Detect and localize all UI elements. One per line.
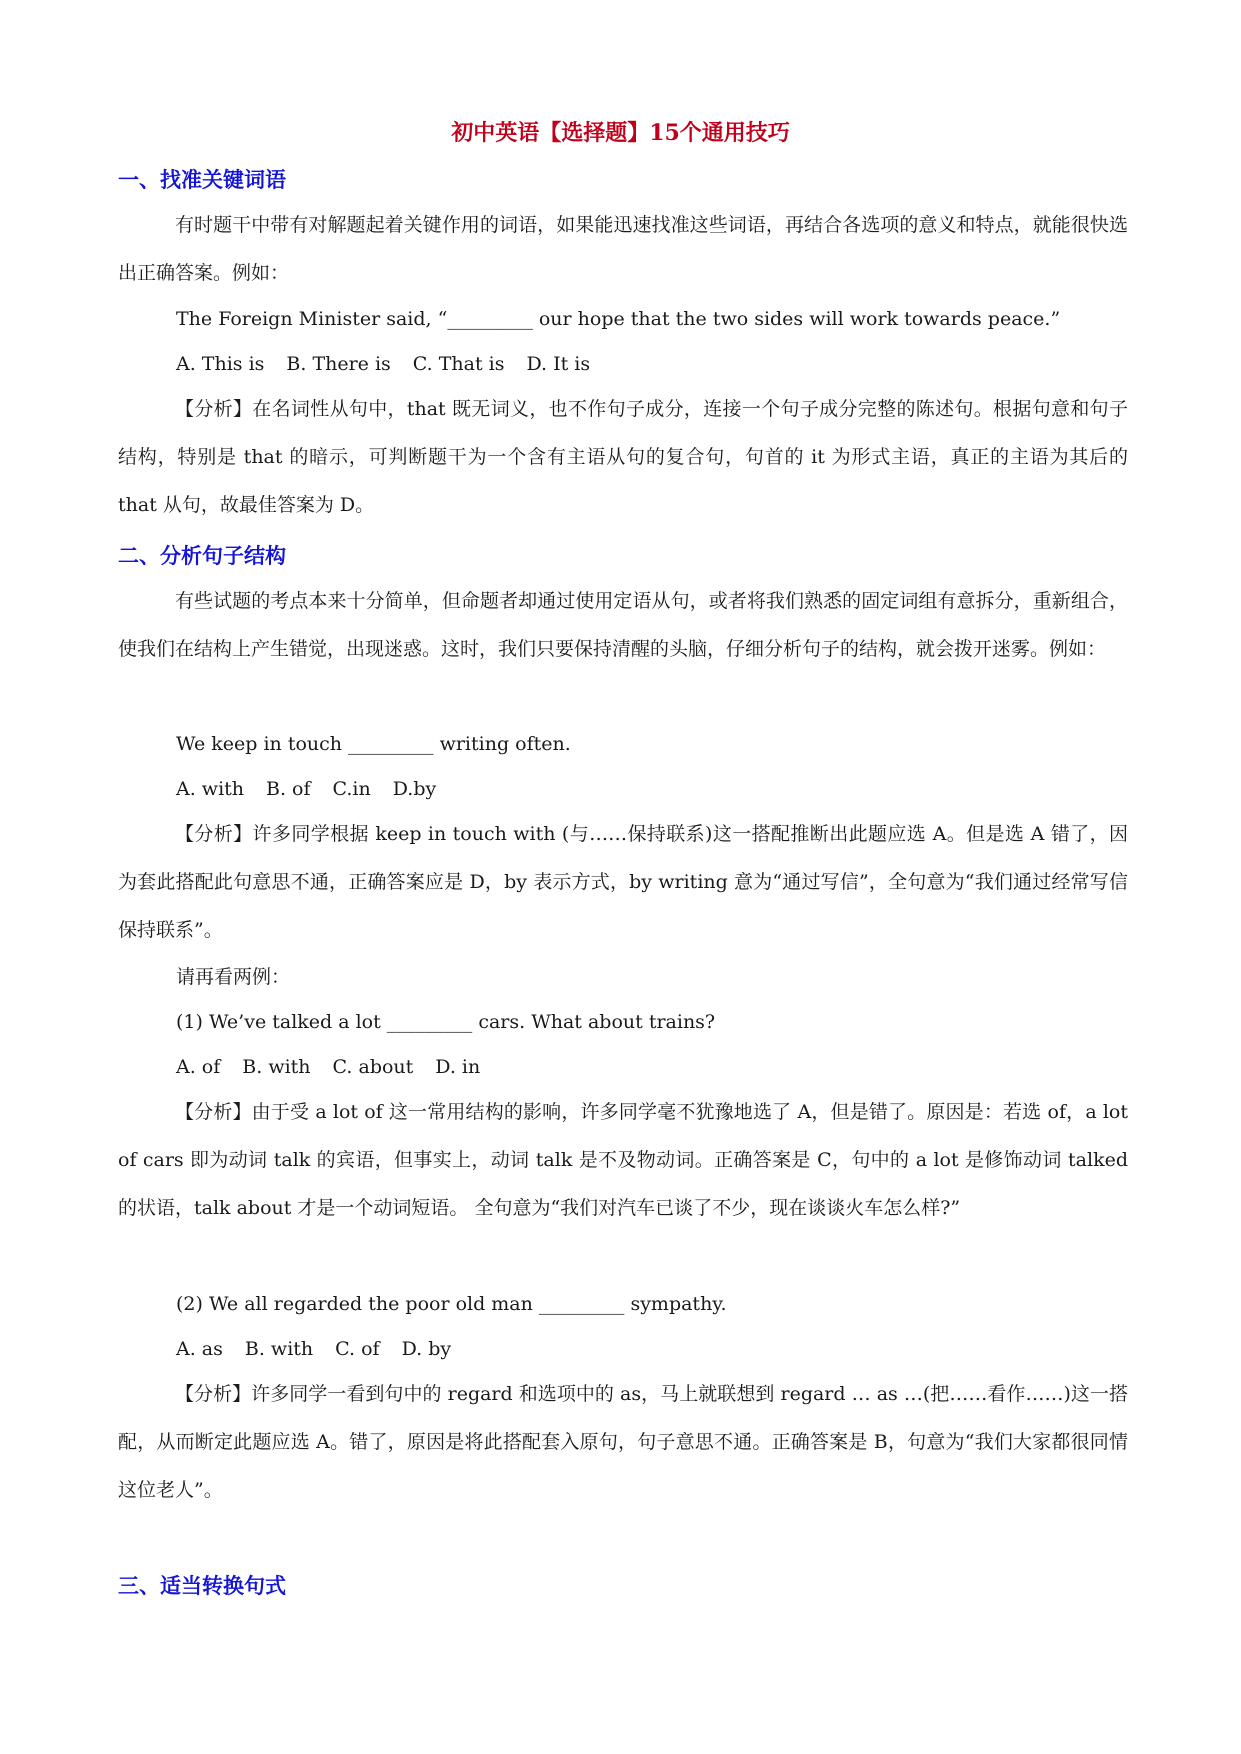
more-examples-label: 请再看两例： (176, 966, 291, 988)
example-2-analysis: 【分析】许多同学一看到句中的 regard 和选项中的 as，马上就联想到 regard … as …(把……看作……)这一搭配，从而断定此题应选 A。错了，原因是将此搭配套入原句，句子意思不通。正确答案是 B，句意为“我们大家都很同情这位老人”。 (118, 1383, 1128, 1501)
section-1-question: The Foreign Minister said, “_________ our hope that the two sides will work towards peace.” (176, 308, 1061, 330)
option-d: D. by (401, 1338, 452, 1360)
option-c: C. That is (412, 353, 505, 375)
document-title: 初中英语【选择题】15个通用技巧 (451, 120, 790, 146)
option-d: D.by (392, 778, 437, 800)
option-d: D. in (435, 1056, 481, 1078)
example-1-options (176, 1053, 502, 1081)
option-b: B. with (242, 1056, 311, 1078)
example-1-question: (1) We’ve talked a lot _________ cars. What about trains? (176, 1011, 716, 1033)
option-c: C.in (332, 778, 371, 800)
section-2-intro: 有些试题的考点本来十分简单，但命题者却通过使用定语从句，或者将我们熟悉的固定词组有意拆分，重新组合，使我们在结构上产生错觉，出现迷惑。这时，我们只要保持清醒的头脑，仔细分析句子的结构，就会拨开迷雾。例如： (118, 590, 1128, 660)
section-1-analysis: 【分析】在名词性从句中，that 既无词义，也不作句子成分，连接一个句子成分完整的陈述句。根据句意和句子结构，特别是 that 的暗示，可判断题干为一个含有主语从句的复合句，句首的 it 为形式主语，真正的主语为其后的 that 从句，故最佳答案为 D。 (118, 398, 1128, 516)
option-d: D. It is (526, 353, 591, 375)
option-b: B. of (266, 778, 311, 800)
option-a: A. of (176, 1056, 221, 1078)
option-c: C. about (332, 1056, 414, 1078)
section-heading-3: 三、适当转换句式 (118, 1573, 286, 1598)
section-2-options (176, 775, 458, 803)
example-1-analysis: 【分析】由于受 a lot of 这一常用结构的影响，许多同学毫不犹豫地选了 A，但是错了。原因是：若选 of，a lot of cars 即为动词 talk 的宾语，但事实上，动词 talk 是不及物动词。正确答案是 C，句中的 a lot 是修饰动词 talked 的状语，talk about 才是一个动词短语。 全句意为“我们对汽车已谈了不少，现在谈谈火车怎么样?” (118, 1101, 1128, 1219)
section-1-options (176, 350, 612, 378)
example-2-question: (2) We all regarded the poor old man _________ sympathy. (176, 1293, 727, 1315)
option-a: A. as (176, 1338, 223, 1360)
section-2-question: We keep in touch _________ writing often. (176, 733, 571, 755)
section-heading-1: 一、找准关键词语 (118, 167, 286, 192)
section-1-intro: 有时题干中带有对解题起着关键作用的词语，如果能迅速找准这些词语，再结合各选项的意义和特点，就能很快选出正确答案。例如： (118, 214, 1128, 284)
option-a: A. with (176, 778, 245, 800)
option-c: C. of (335, 1338, 380, 1360)
option-b: B. There is (286, 353, 391, 375)
option-b: B. with (244, 1338, 314, 1360)
section-heading-2: 二、分析句子结构 (118, 543, 286, 568)
section-2-analysis: 【分析】许多同学根据 keep in touch with (与……保持联系)这一搭配推断出此题应选 A。但是选 A 错了，因为套此搭配此句意思不通，正确答案应是 D，by 表示方式，by writing 意为“通过写信”，全句意为“我们通过经常写信保持联系”。 (118, 823, 1128, 941)
option-a: A. This is (176, 353, 265, 375)
example-2-options (176, 1335, 473, 1363)
